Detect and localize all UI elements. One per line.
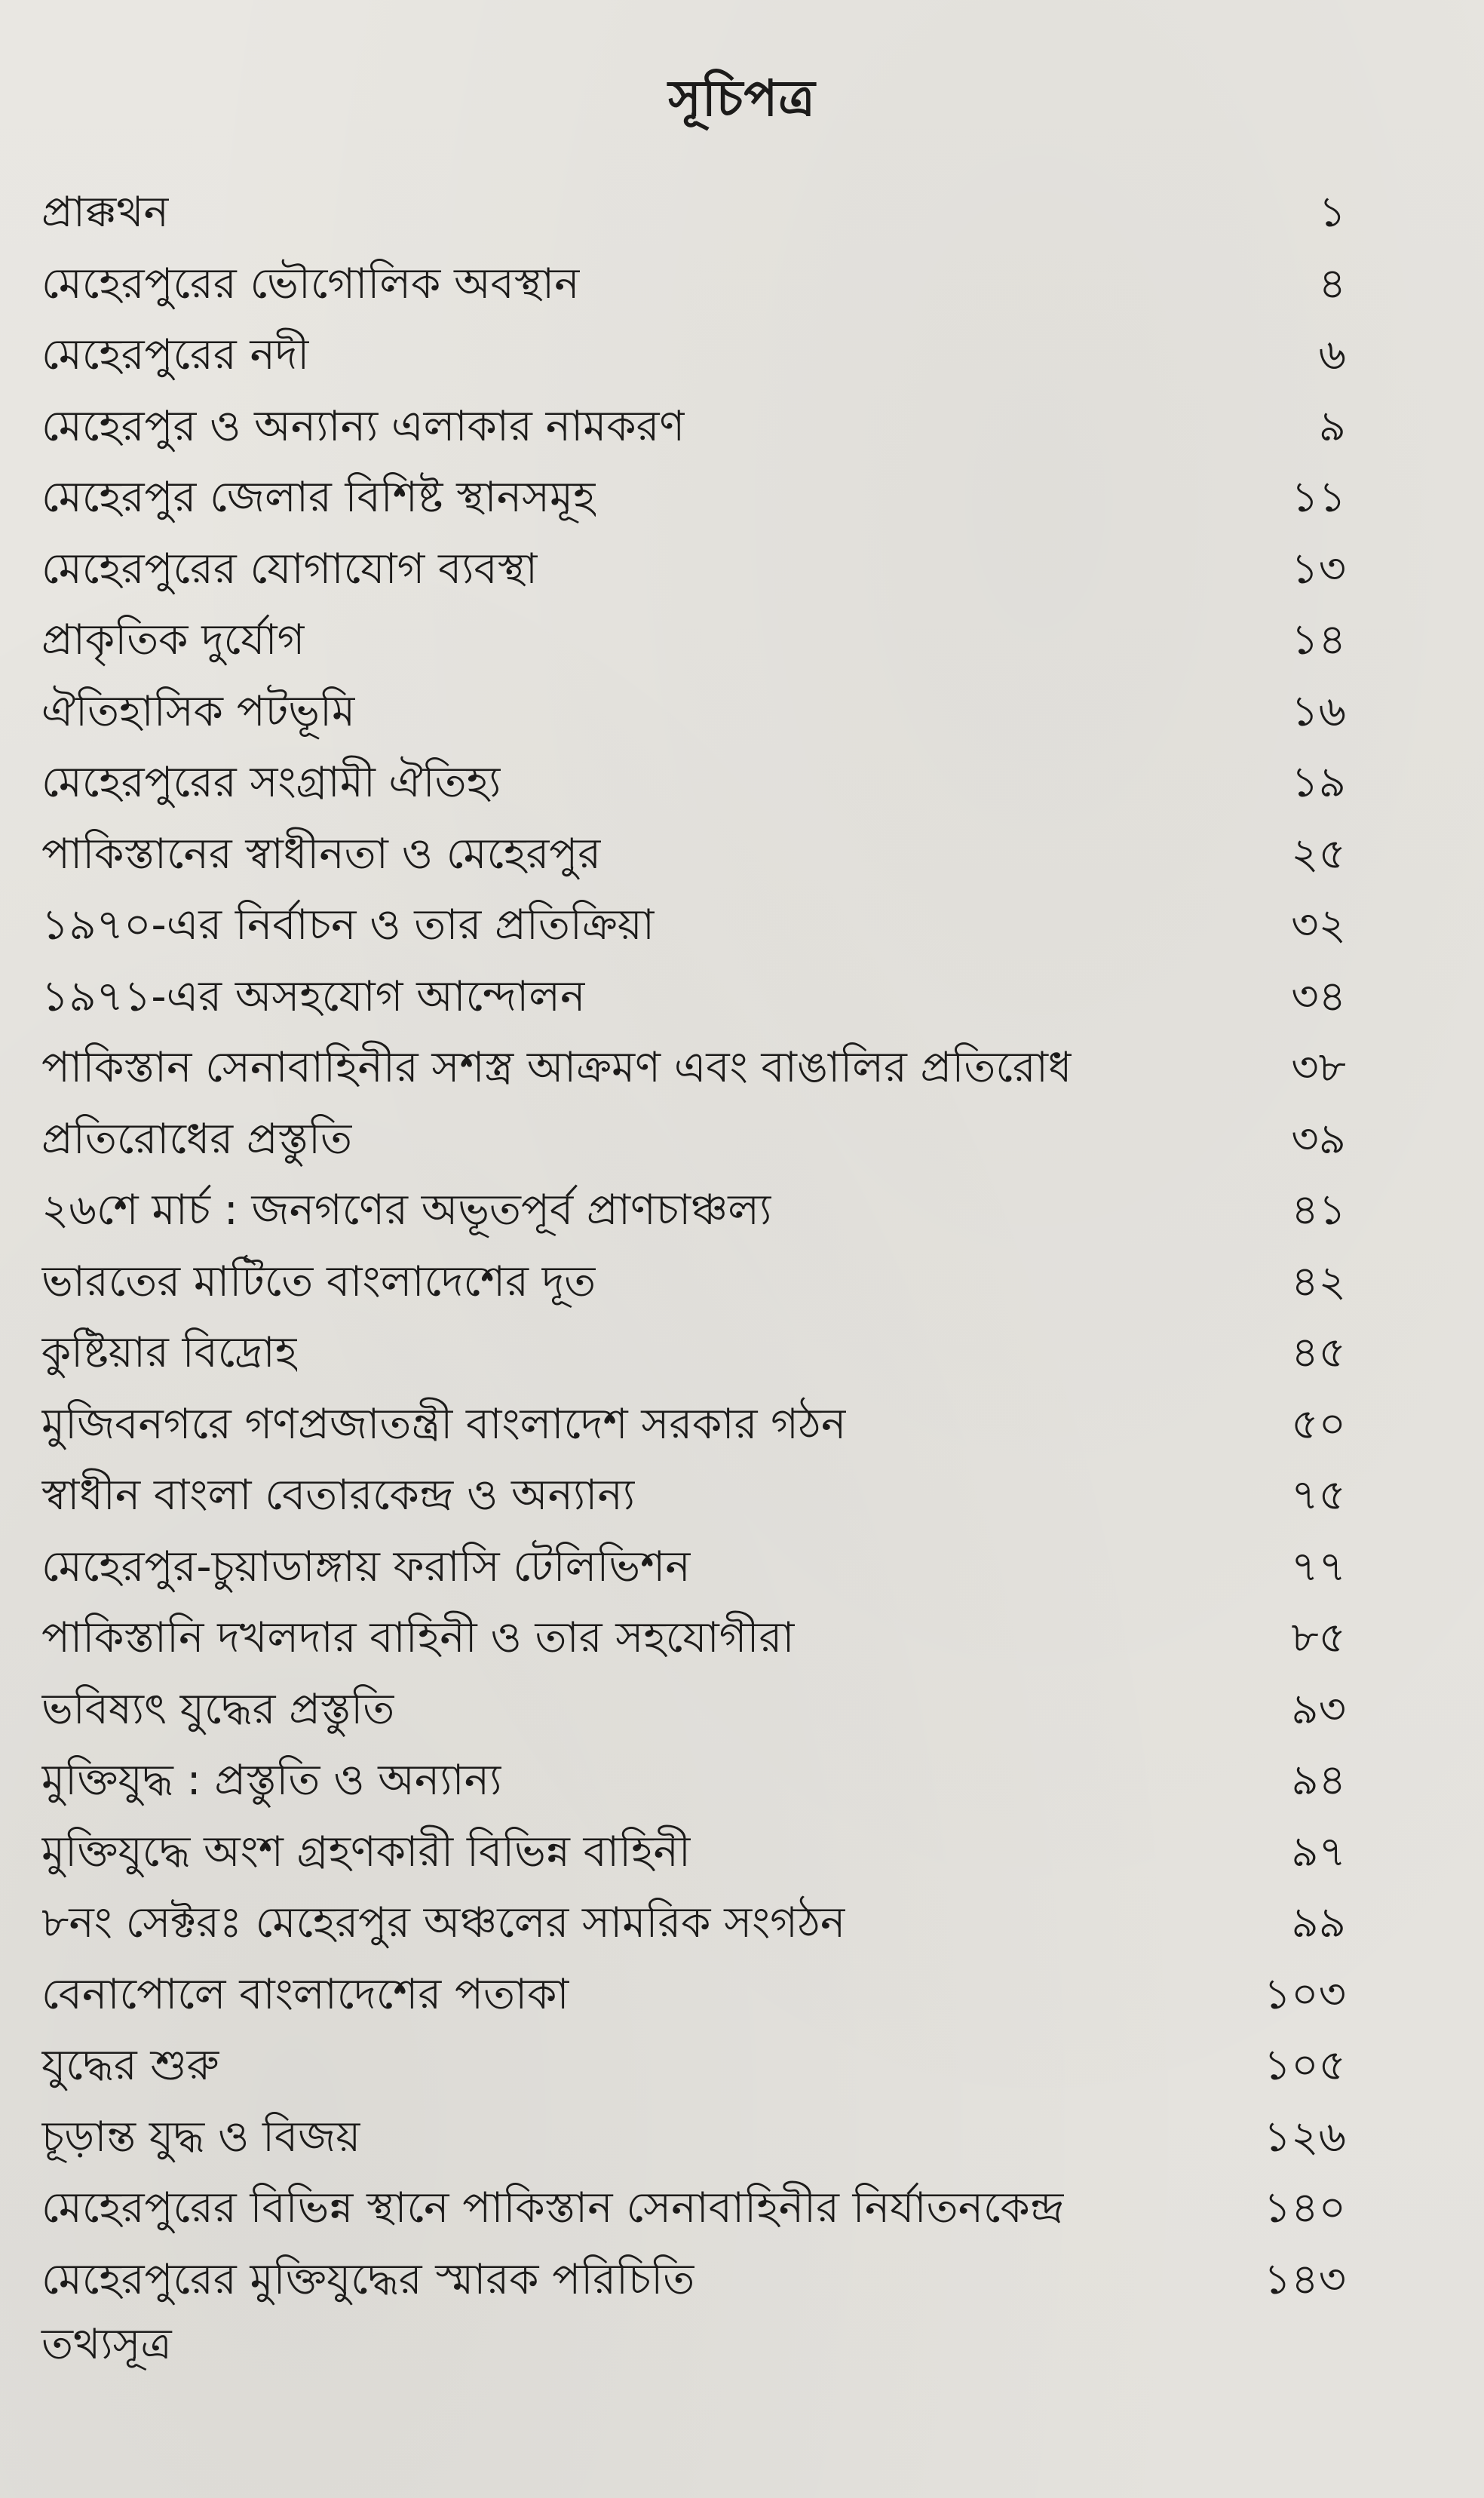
toc-entry-page-number: ৪২ [1291,1257,1346,1306]
toc-entry-title: মেহেরপুর-চুয়াডাঙ্গায় ফরাসি টেলিভিশন [41,1542,691,1591]
toc-entry [41,1249,1346,1321]
toc-entry-page-number: ৬ [1318,330,1346,380]
toc-entry-page-number: ৩৮ [1291,1043,1346,1093]
toc-entry [41,607,1346,679]
toc-entry [41,1819,1346,1891]
toc-entry-title: কুষ্টিয়ার বিদ্রোহ [41,1328,298,1378]
toc-entry [41,2247,1346,2318]
toc-entry-title: ৮নং সেক্টরঃ মেহেরপুর অঞ্চলের সামরিক সংগঠন [41,1898,846,1948]
toc-entry [41,750,1346,821]
toc-entry-title: মেহেরপুরের ভৌগোলিক অবস্থান [41,259,580,308]
toc-entry-title: পাকিস্তান সেনাবাহিনীর সশস্ত্র আক্রমণ এবং বাঙালির প্রতিরোধ [41,1043,1072,1093]
toc-entry-page-number: ১৪ [1291,615,1346,665]
toc-entry [41,1035,1346,1106]
toc-entry-page-number: ২৫ [1291,829,1346,879]
toc-entry-page-number: ৯৯ [1291,1898,1346,1948]
toc-entry [41,1462,1346,1534]
toc-entry [41,679,1346,750]
toc-entry-title: মুজিবনগরে গণপ্রজাতন্ত্রী বাংলাদেশ সরকার গঠন [41,1399,847,1449]
toc-entry-title: মেহেরপুরের মুক্তিযুদ্ধের স্মারক পরিচিতি [41,2254,695,2304]
toc-entry [41,1392,1346,1463]
toc-entry-title: মুক্তিযুদ্ধ : প্রস্তুতি ও অন্যান্য [41,1756,502,1806]
toc-entry [41,1177,1346,1249]
toc-entry-title: পাকিস্তানের স্বাধীনতা ও মেহেরপুর [41,829,602,879]
toc-entry-title: প্রাক্কথন [41,188,169,238]
toc-entry-page-number: ৯৩ [1291,1684,1346,1734]
toc-entry [41,892,1346,964]
page-title: সূচিপত্র [668,69,816,127]
toc-entry [41,821,1346,893]
toc-entry-page-number: ১৪০ [1263,2183,1346,2233]
toc-entry-title: মেহেরপুরের বিভিন্ন স্থানে পাকিস্তান সেনাবাহিনীর নির্যাতনকেন্দ্র [41,2183,1065,2233]
toc-entry-page-number: ১০৫ [1263,2041,1346,2091]
toc-entry [41,465,1346,536]
toc-entry-page-number: ১৬ [1291,686,1346,736]
toc-entry-page-number: ১১ [1291,473,1346,523]
toc-entry [41,180,1346,251]
toc-entry-title: ভারতের মাটিতে বাংলাদেশের দূত [41,1257,596,1306]
toc-entry [41,2104,1346,2176]
toc-entry [41,1962,1346,2033]
toc-entry-title: পাকিস্তানি দখলদার বাহিনী ও তার সহযোগীরা [41,1613,795,1663]
toc-entry-page-number: ৪১ [1291,1186,1346,1235]
toc-entry [41,251,1346,323]
toc-entry-title: ভবিষ্যৎ যুদ্ধের প্রস্তুতি [41,1684,395,1734]
toc-entry-page-number: ১৪৩ [1263,2254,1346,2304]
toc-entry-page-number: ৩৪ [1291,971,1346,1021]
toc-entry-page-number: ৯৭ [1291,1827,1346,1877]
toc-entry-page-number: ৭৭ [1291,1542,1346,1591]
toc-entry-page-number: ৫০ [1291,1399,1346,1449]
toc-entry [41,1605,1346,1677]
toc-entry [41,1534,1346,1606]
toc-entry [41,394,1346,465]
toc-entry-title: মেহেরপুরের নদী [41,330,310,380]
toc-entry-page-number: ৩২ [1291,901,1346,950]
toc-entry-title: মেহেরপুরের সংগ্রামী ঐতিহ্য [41,758,501,808]
toc-entry-title: মেহেরপুর ও অন্যান্য এলাকার নামকরণ [41,401,685,451]
toc-entry [41,1677,1346,1748]
toc-entry-title: চূড়ান্ত যুদ্ধ ও বিজয় [41,2112,361,2162]
toc-entry-page-number: ১৯ [1291,758,1346,808]
toc-entry [41,1748,1346,1819]
toc-entry-page-number: ১২৬ [1263,2112,1346,2162]
toc-entry-title: প্রতিরোধের প্রস্তুতি [41,1114,352,1164]
toc-entry-page-number: ৮৫ [1291,1613,1346,1663]
toc-entry-title: মেহেরপুর জেলার বিশিষ্ট স্থানসমূহ [41,473,596,523]
toc-entry-title: ১৯৭১-এর অসহযোগ আন্দোলন [41,971,586,1021]
toc-entry [41,964,1346,1036]
toc-entry-page-number: ৪ [1318,259,1346,308]
toc-entry [41,2033,1346,2104]
toc-entry [41,1106,1346,1178]
toc-entry [41,322,1346,394]
toc-entry-title: ঐতিহাসিক পটভূমি [41,686,356,736]
toc-entry-title: ২৬শে মার্চ : জনগণের অভূতপূর্ব প্রাণচাঞ্চল্য [41,1186,772,1235]
toc-entry-page-number: ৯ [1318,401,1346,451]
toc-entry [41,1890,1346,1962]
toc-entry-title: স্বাধীন বাংলা বেতারকেন্দ্র ও অন্যান্য [41,1471,636,1521]
toc-entry-title: ১৯৭০-এর নির্বাচন ও তার প্রতিক্রিয়া [41,901,655,950]
toc-sources-entry: তথ্যসূত্র [41,2320,172,2369]
toc-entry [41,1320,1346,1392]
toc-entry-title: মুক্তিযুদ্ধে অংশ গ্রহণকারী বিভিন্ন বাহিনী [41,1827,691,1877]
toc-entry-title: মেহেরপুরের যোগাযোগ ব্যবস্থা [41,544,538,594]
toc-entry-page-number: ১ [1318,188,1346,238]
toc-entry-title: বেনাপোলে বাংলাদেশের পতাকা [41,1969,569,2019]
toc-entry [41,2175,1346,2247]
toc-entry-page-number: ১৩ [1291,544,1346,594]
toc-entry-page-number: ৩৯ [1291,1114,1346,1164]
toc-entry-page-number: ৭৫ [1291,1471,1346,1521]
toc-entry-page-number: ৯৪ [1291,1756,1346,1806]
toc-entry [41,536,1346,608]
toc-entry-page-number: ৪৫ [1291,1328,1346,1378]
toc-entry-title: যুদ্ধের শুরু [41,2041,219,2091]
toc-entry-page-number: ১০৩ [1263,1969,1346,2019]
toc-entry-title: প্রাকৃতিক দুর্যোগ [41,615,305,665]
table-of-contents [41,180,1346,2318]
